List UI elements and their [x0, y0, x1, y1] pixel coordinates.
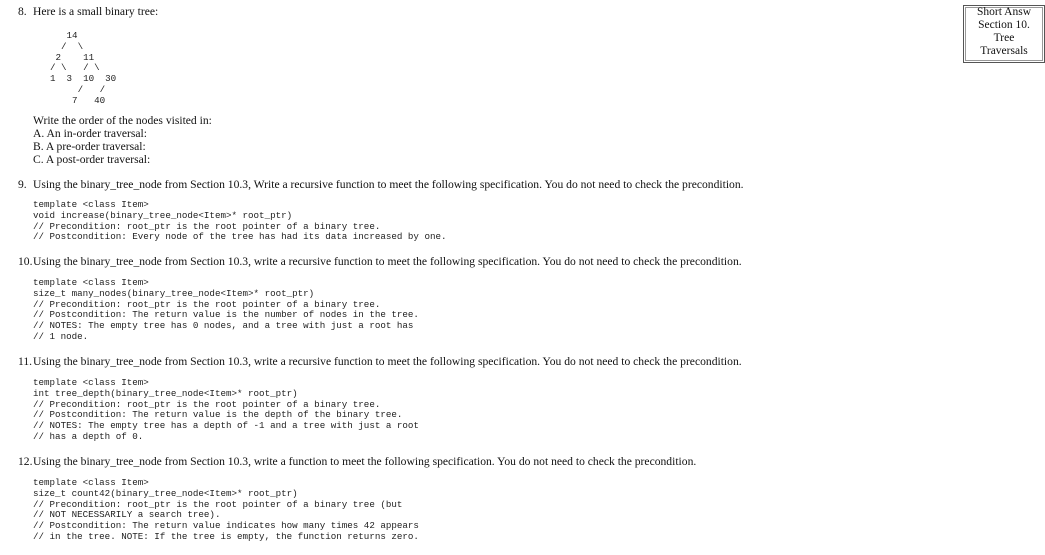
question-11-code: template <class Item> int tree_depth(binary_tree_node<Item>* root_ptr) // Precondition: root_ptr is the root pointer of a binary tree. // Postcondition: The return value is the depth of the binary tree. // NOTES: The empty tree has a depth of -1 and a tree with just a root // has a depth of 0. [33, 377, 419, 442]
inorder-item: A. An in-order traversal: [33, 127, 147, 140]
postorder-item: C. A post-order traversal: [33, 153, 151, 166]
question-11-heading [18, 355, 742, 369]
question-10-heading [18, 255, 742, 269]
question-text: Using the binary_tree_node from Section 10.3, Write a recursive function to meet the following specification. You do not need to check the precondition. [33, 178, 744, 191]
question-text: Using the binary_tree_node from Section 10.3, write a recursive function to meet the following specification. You do not need to check the precondition. [33, 255, 742, 268]
question-9-code: template <class Item> void increase(binary_tree_node<Item>* root_ptr) // Precondition: root_ptr is the root pointer of a binary tree. // Postcondition: Every node of the tree has had its data increased by one. [33, 199, 447, 243]
section-label-box [963, 5, 1045, 63]
sidebox-line-2: Section 10. [978, 19, 1030, 31]
question-number: 9. [18, 178, 27, 191]
question-10-code: template <class Item> size_t many_nodes(binary_tree_node<Item>* root_ptr) // Precondition: root_ptr is the root pointer of a binary tree. // Postcondition: The return value is the number of nodes in the tree. // NOTES: The empty tree has 0 nodes, and a tree with just a root has // 1 node. [33, 277, 419, 342]
sidebox-line-4: Traversals [980, 45, 1028, 57]
sidebox-line-3: Tree [993, 32, 1015, 44]
question-number: 8. [18, 5, 27, 18]
traversal-prompt: Write the order of the nodes visited in: [33, 114, 212, 127]
sidebox-line-1: Short Answ [977, 6, 1031, 18]
question-number: 12. [18, 455, 33, 468]
binary-tree-diagram: 14 / \ 2 11 / \ / \ 1 3 10 30 / / 7 40 [50, 30, 117, 106]
question-text: Using the binary_tree_node from Section 10.3, write a recursive function to meet the following specification. You do not need to check the precondition. [33, 355, 742, 368]
question-number: 11. [18, 355, 33, 368]
question-12-code: template <class Item> size_t count42(binary_tree_node<Item>* root_ptr) // Precondition: root_ptr is the root pointer of a binary tree (but // NOT NECESSARILY a search tree). // Postcondition: The return value indicates how many times 42 appears // in the tree. NOTE: If the tree is empty, the function returns zero. [33, 477, 419, 542]
question-number: 10. [18, 255, 33, 268]
question-text: Here is a small binary tree: [33, 5, 159, 18]
question-8-heading [18, 5, 158, 19]
preorder-item: B. A pre-order traversal: [33, 140, 146, 153]
question-text: Using the binary_tree_node from Section 10.3, write a function to meet the following specification. You do not need to check the precondition. [33, 455, 697, 468]
question-9-heading [18, 178, 744, 192]
question-12-heading [18, 455, 696, 469]
